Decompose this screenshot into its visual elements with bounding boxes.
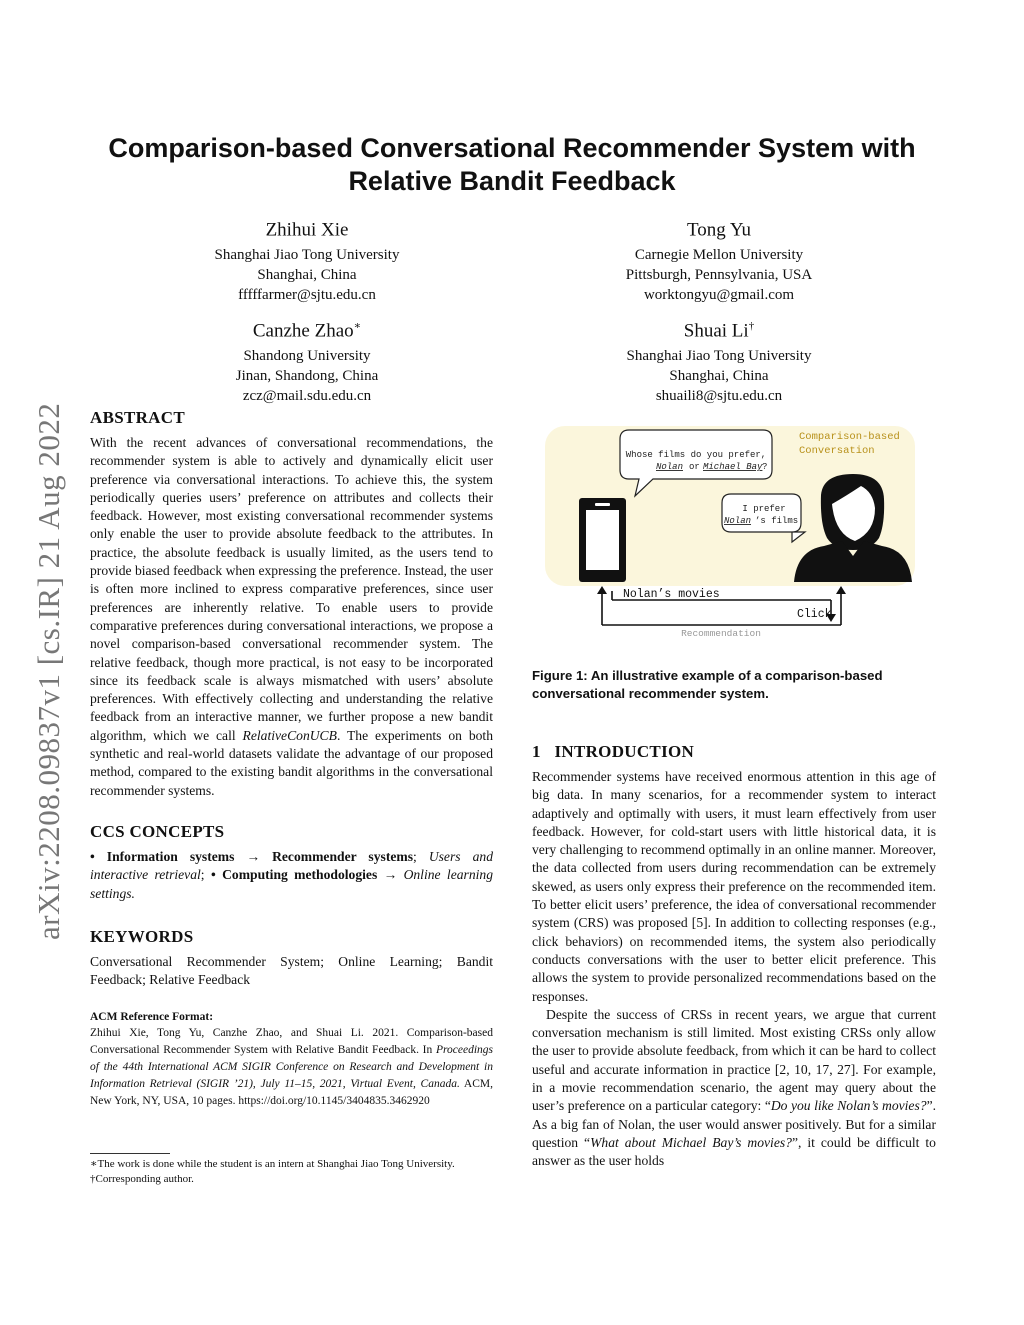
author-email: zcz@mail.sdu.edu.cn [242, 388, 372, 405]
footnotes [90, 1153, 493, 1187]
recommendation-label: Recommendation [681, 628, 761, 639]
author-affiliation: Shanghai Jiao Tong University [626, 348, 812, 365]
author-location: Shanghai, China [669, 368, 769, 385]
author-email: shuaili8@sjtu.edu.cn [655, 388, 783, 405]
arxiv-identifier: arXiv:2208.09837v1 [cs.IR] 21 Aug 2022 [31, 402, 66, 940]
title-line-1: Comparison-based Conversational Recommender System with [108, 133, 916, 163]
ccs-heading: CCS CONCEPTS [90, 821, 225, 841]
figure-caption-block [532, 667, 936, 703]
acm-reference-heading: ACM Reference Format: [90, 1011, 214, 1024]
author-name: Canzhe Zhao [252, 320, 354, 342]
author-name: Zhihui Xie [265, 219, 349, 241]
corner-label-2: Conversation [799, 445, 875, 457]
footnote-corresponding: †Corresponding author. [90, 1173, 194, 1185]
acm-reference [90, 1011, 493, 1109]
footnote-rule [90, 1153, 170, 1154]
author-location: Pittsburgh, Pennsylvania, USA [625, 267, 813, 284]
movies-label: Nolan’s movies [623, 588, 720, 601]
author-location: Shanghai, China [257, 267, 357, 284]
phone-icon [579, 498, 626, 582]
left-column [90, 408, 493, 1109]
bubble-option-nolan: Nolan [655, 462, 683, 472]
keywords-heading: KEYWORDS [90, 926, 194, 946]
author-name: Tong Yu [687, 219, 751, 241]
author-affiliation: Shandong University [243, 348, 371, 365]
author-name: Shuai Li [683, 320, 749, 342]
author-email: worktongyu@gmail.com [643, 287, 795, 304]
bubble-option-bay: Michael Bay [703, 462, 763, 472]
introduction-heading: 1 INTRODUCTION [532, 742, 695, 761]
ccs-text: • Information systems → Recommender systems; Users and interactive retrieval; • Computing methodologies → Online learning settings. [90, 848, 493, 901]
corner-label-1: Comparison-based [799, 431, 900, 443]
introduction-section [532, 742, 936, 1171]
figure-caption: Figure 1: An illustrative example of a comparison-based conversational recommender system. [532, 668, 883, 701]
author-block-4: Shuai Li† Shanghai Jiao Tong University Shanghai, China shuaili8@sjtu.edu.cn [569, 313, 869, 406]
author-block-3: Canzhe Zhao∗ Shandong University Jinan, Shandong, China zcz@mail.sdu.edu.cn [157, 313, 457, 406]
abstract-heading: ABSTRACT [90, 408, 185, 427]
bubble-or: or [689, 462, 700, 472]
figure-illustration [543, 424, 917, 640]
bubble-reply-rest: ’s films! [755, 516, 804, 526]
author-affiliation: Carnegie Mellon University [634, 247, 804, 264]
bubble-reply: I prefer [742, 504, 786, 514]
bubble-reply-name: Nolan [724, 516, 752, 526]
keywords-text: Conversational Recommender System; Online Learning; Bandit Feedback; Relative Feedback [90, 953, 493, 988]
title-line-2: Relative Bandit Feedback [348, 166, 676, 196]
introduction-paragraph-1: Recommender systems have received enormous attention in this age of big data. In many scenarios, for a recommender system to interact adaptively and optimally with users, it must learn effectively from user feedback. However, for cold-start users with little historical data, it is very challenging to recommend optimally in an online manner. Moreover, the data collected from users during recommendation can be extremely skewed, as users only express their preference on the recommended item. To better elicit users’ preference, the idea of conversational recommender system (CRS) was proposed [5]. In addition to collecting responses (e.g., click behaviors) on recommended items, the system also periodically conducts conversations with the user to better elicit preference. This allows the system to provide personalized recommendations based on the responses. [532, 769, 936, 1004]
figure-1 [543, 424, 917, 640]
arrow-up-left-icon [597, 586, 607, 594]
paper-title [60, 132, 964, 198]
author-block-2 [569, 212, 869, 305]
click-label: Click [797, 608, 832, 621]
author-affiliation: Shanghai Jiao Tong University [214, 247, 400, 264]
abstract-text: With the recent advances of conversational recommendations, the recommender system is able to actively and dynamically elicit user preference via conversational interactions. To achieve this, the system periodically queries users’ preference on attributes and collects their feedback. However, most existing conversational recommender systems only enable the user to provide absolute feedback to the attributes. In practice, the absolute feedback is usually limited, as the users tend to provide biased feedback when expressing the preference. Instead, the user is often more inclined to express comparative preferences, since user preferences are inherently relative. To enable users to provide comparative preferences during conversational interactions, we propose a novel comparison-based conversational recommender system. The relative feedback, though more practical, is not easy to be incorporated since its feedback scale is always mismatched with users’ absolute preferences. With effectively collecting and understanding the relative feedback from an interactive manner, we further propose a new bandit algorithm, which we call RelativeConUCB. The experiments on both synthetic and real-world datasets validate the advantage of our proposed method, compared to the existing bandit algorithms in the conversational recommender systems. [90, 435, 494, 798]
bubble-question-mark: ? [762, 462, 768, 472]
footnote-intern: ∗The work is done while the student is an intern at Shanghai Jiao Tong University. [90, 1158, 455, 1170]
author-block-1 [157, 212, 457, 305]
arrow-up-right-icon [836, 586, 846, 594]
acm-reference-text: Zhihui Xie, Tong Yu, Canzhe Zhao, and Shuai Li. 2021. Comparison-based Conversational Recommender System with Relative Bandit Feedback. In Proceedings of the 44th International ACM SIGIR Conference on Research and Development in Information Retrieval (SIGIR ’21), July 11–15, 2021, Virtual Event, Canada. ACM, New York, NY, USA, 10 pages. https://doi.org/10.1145/3404835.3462920 [90, 1027, 493, 1107]
author-location: Jinan, Shandong, China [235, 368, 379, 385]
introduction-paragraph-2: Despite the success of CRSs in recent years, we argue that current conversation mechanism is still limited. Most existing CRSs only allow the user to provide absolute feedback, from which it can be hard to collect useful and accurate information in practice [2, 10, 17, 27]. For example, in a movie recommendation scenario, the agent may query about the user’s preference on a particular category: “Do you like Nolan’s movies?”. As a big fan of Nolan, the user would answer positively. But for a similar question “What about Michael Bay’s movies?”, it could be difficult to answer as the user holds [532, 1006, 936, 1169]
author-email: fffffarmer@sjtu.edu.cn [238, 287, 376, 304]
bubble-question: Whose films do you prefer, [625, 450, 767, 460]
